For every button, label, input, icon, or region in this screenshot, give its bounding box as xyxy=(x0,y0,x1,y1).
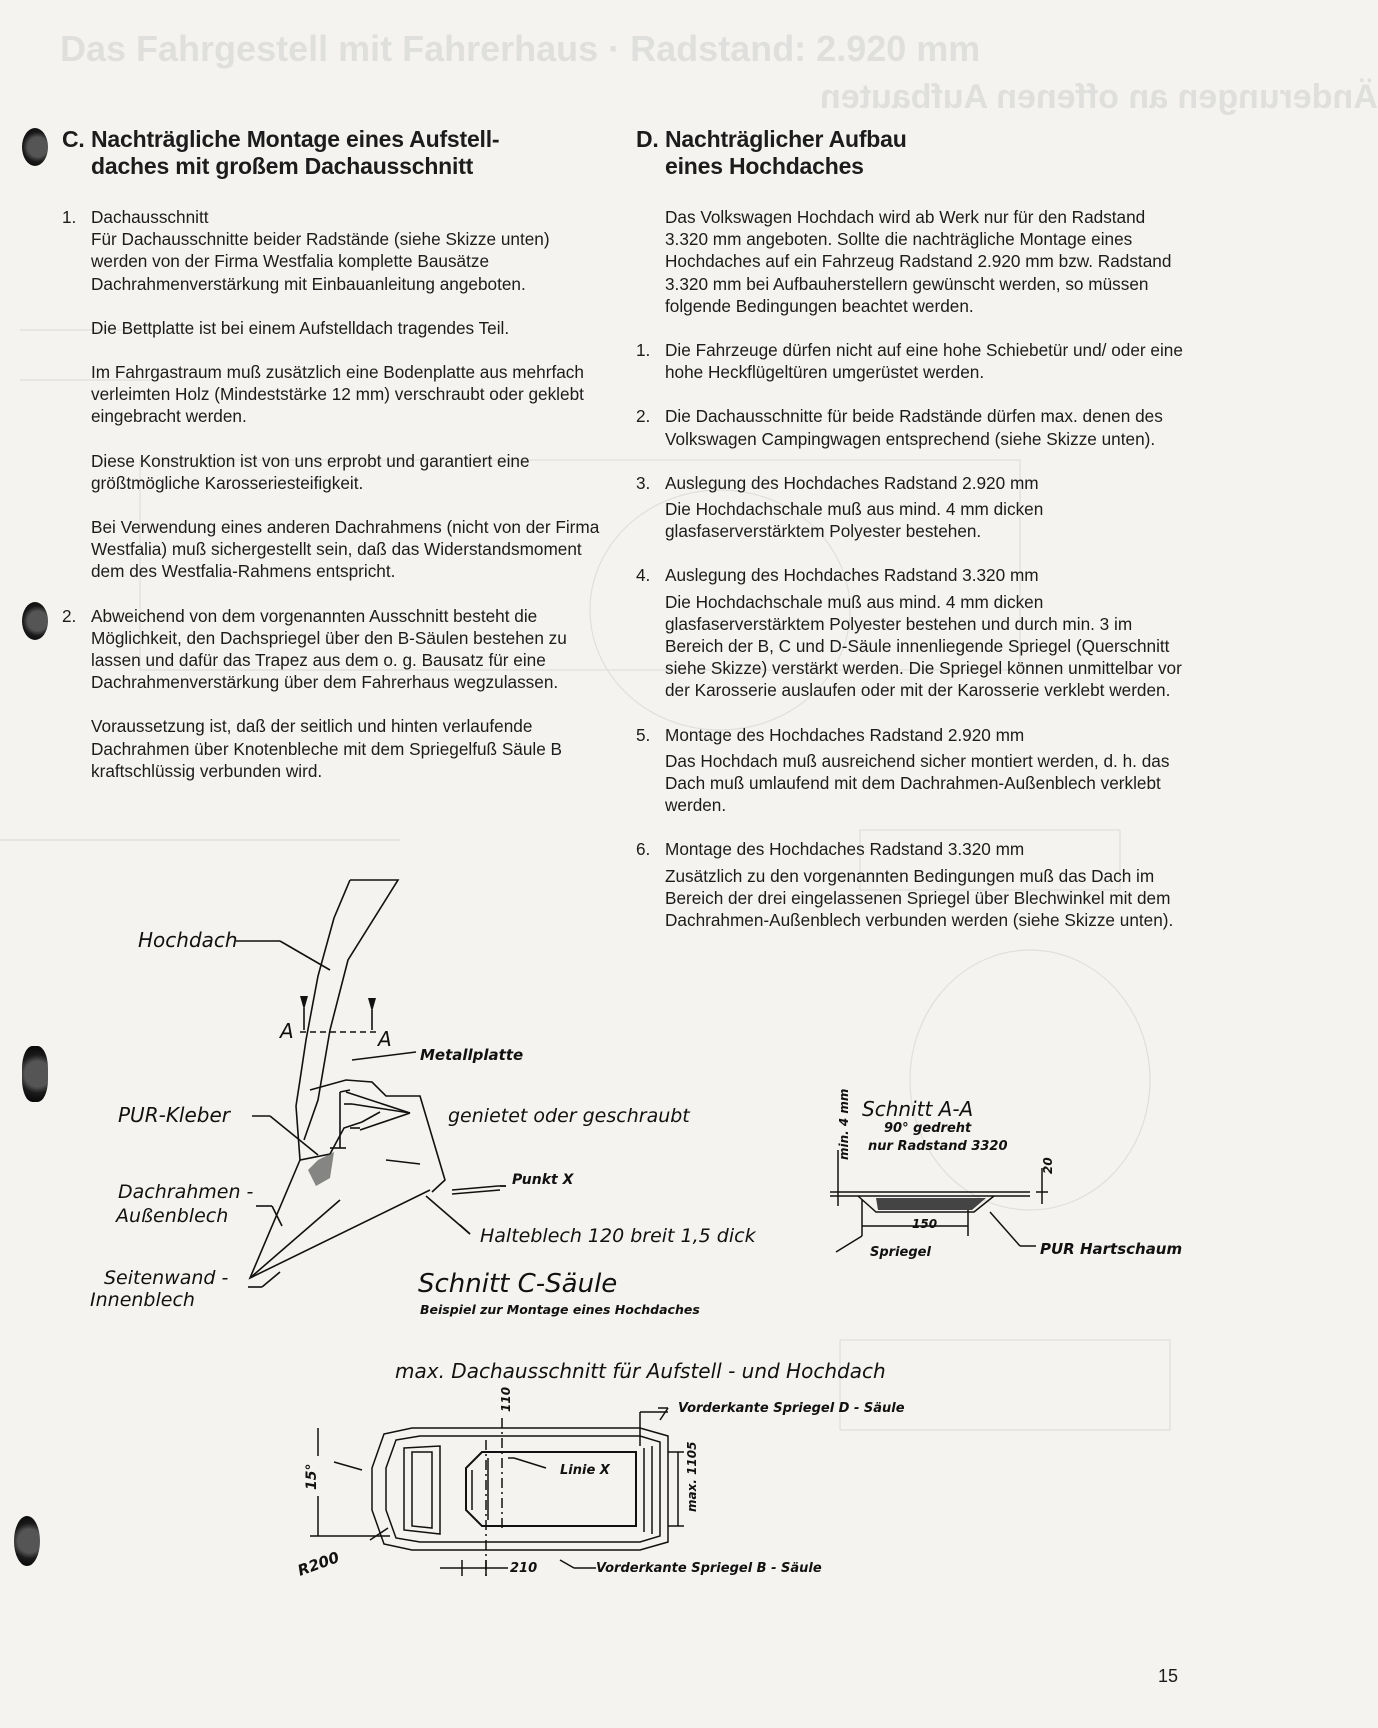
label-genietet: genietet oder geschraubt xyxy=(448,1105,690,1127)
plan-linie-x: Linie X xyxy=(560,1463,610,1478)
label-hochdach: Hochdach xyxy=(138,928,238,952)
item-number: 1. xyxy=(636,340,651,361)
label-halteblech: Halteblech 120 breit 1,5 dick xyxy=(480,1225,756,1247)
item-number: 2. xyxy=(636,406,651,427)
c-section-title: Schnitt C-Säule xyxy=(418,1269,618,1299)
aa-dim150: 150 xyxy=(912,1217,938,1231)
paragraph: Die Hochdachschale muß aus mind. 4 mm dicken glasfaserverstärktem Polyester bestehen und durch min. 3 im Bereich der B, C und D-Säule innenliegende Spriegel (Querschnitt siehe Skizze) verstärkt werden. Die Spriegel können unmittelbar vor der Karosserie auslaufen oder mit der Karosserie verklebt werden. xyxy=(665,591,1182,701)
item-title: Dachausschnitt xyxy=(91,207,209,227)
label-seitenwand: Seitenwand - xyxy=(104,1267,229,1289)
item-number: 1. xyxy=(62,207,77,227)
label-metallplatte: Metallplatte xyxy=(420,1046,524,1064)
aa-dim20: 20 xyxy=(1041,1157,1055,1174)
item-title: Montage des Hochdaches Radstand 2.920 mm xyxy=(665,724,1025,745)
paragraph: Im Fahrgastraum muß zusätzlich eine Bodenplatte aus mehrfach verleimten Holz (Mindeststärke 12 mm) verschraubt oder geklebt eingebracht werden. xyxy=(91,362,584,427)
plan-angle15: 15° xyxy=(304,1463,320,1490)
paragraph: Für Dachausschnitte beider Radstände (siehe Skizze unten) werden von der Firma Westfalia komplette Bausätze Dachrahmenverstärkung mit Einbauanleitung angeboten. xyxy=(91,229,550,294)
plan-dim210: 210 xyxy=(510,1561,538,1576)
label-pur-kleber: PUR-Kleber xyxy=(118,1103,231,1127)
section-c-letter: C. xyxy=(62,126,85,152)
item-number: 5. xyxy=(636,724,651,745)
aa-title: Schnitt A-A xyxy=(862,1097,974,1121)
plan-vorderkante-b: Vorderkante Spriegel B - Säule xyxy=(596,1561,822,1576)
label-aussenblech: Außenblech xyxy=(116,1205,229,1227)
paragraph: Die Fahrzeuge dürfen nicht auf eine hohe Schiebetür und/ oder eine hohe Heckflügeltüren umgerüstet werden. xyxy=(665,340,1183,383)
paragraph: Zusätzlich zu den vorgenannten Bedingungen muß das Dach im Bereich der drei eingelassenen Spriegel über Blechwinkel mit dem Dachrahmen-Außenblech verbunden werden (siehe Skizze unten). xyxy=(665,865,1174,931)
label-punkt-x: Punkt X xyxy=(512,1172,574,1188)
paragraph: Abweichend von dem vorgenannten Ausschnitt besteht die Möglichkeit, den Dachspriegel über den B-Säulen bestehen zu lassen und dafür das Trapez aus dem o. g. Bausatz für eine Dachrahmenverstärkung über dem Fahrerhaus wegzulassen. xyxy=(91,605,567,693)
plan-max1105: max. 1105 xyxy=(685,1441,699,1512)
label-dachrahmen: Dachrahmen - xyxy=(118,1181,254,1203)
bleed-through-subtitle: Änderungen an offenen Aufbauten xyxy=(820,78,1378,116)
section-d-heading-line2: eines Hochdaches xyxy=(665,153,864,179)
paragraph: Diese Konstruktion ist von uns erprobt und garantiert eine größtmögliche Karosseriesteifigkeit. xyxy=(91,450,530,493)
aa-spriegel: Spriegel xyxy=(870,1245,931,1260)
section-c-heading-line1: Nachträgliche Montage eines Aufstell- xyxy=(91,126,500,152)
label-section-a-right: A xyxy=(378,1027,392,1051)
aa-sub2: nur Radstand 3320 xyxy=(868,1139,1008,1154)
item-number: 2. xyxy=(62,605,77,626)
plan-r200: R200 xyxy=(295,1548,342,1580)
bleed-through-title: Das Fahrgestell mit Fahrerhaus · Radstand: 2.920 mm xyxy=(60,28,981,69)
paragraph: Bei Verwendung eines anderen Dachrahmens (nicht von der Firma Westfalia) muß sichergestellt sein, daß das Widerstandsmoment dem des Westfalia-Rahmens entspricht. xyxy=(91,517,600,582)
item-title: Montage des Hochdaches Radstand 3.320 mm xyxy=(665,839,1025,860)
item-number: 3. xyxy=(636,472,651,493)
page-number: 15 xyxy=(1158,1666,1179,1686)
aa-pur: PUR Hartschaum xyxy=(1040,1240,1183,1258)
item-number: 4. xyxy=(636,565,651,586)
plan-vorderkante-d: Vorderkante Spriegel D - Säule xyxy=(678,1401,905,1416)
paragraph: Die Bettplatte ist bei einem Aufstelldach tragendes Teil. xyxy=(91,317,510,338)
c-section-subtitle: Beispiel zur Montage eines Hochdaches xyxy=(420,1302,700,1317)
label-innenblech: Innenblech xyxy=(90,1289,195,1311)
item-title: Auslegung des Hochdaches Radstand 3.320 mm xyxy=(665,565,1039,586)
paragraph: Voraussetzung ist, daß der seitlich und hinten verlaufende Dachrahmen über Knotenbleche mit dem Spriegelfuß Säule B kraftschlüssig verbunden wird. xyxy=(91,716,563,781)
aa-min4: min. 4 mm xyxy=(837,1088,851,1160)
paragraph: Das Hochdach muß ausreichend sicher montiert werden, d. h. das Dach muß umlaufend mit dem Dachrahmen-Außenblech verklebt werden. xyxy=(665,750,1170,816)
section-c-heading-line2: daches mit großem Dachausschnitt xyxy=(91,153,474,179)
plan-dim110: 110 xyxy=(499,1386,513,1412)
label-section-a-left: A xyxy=(280,1019,294,1043)
section-d-heading-line1: Nachträglicher Aufbau xyxy=(665,126,907,152)
section-d-intro: Das Volkswagen Hochdach wird ab Werk nur für den Radstand 3.320 mm angeboten. Sollte die nachträgliche Montage eines Hochdaches auf ein Fahrzeug Radstand 2.920 mm bzw. Radstand 3.320 mm bei Aufbauherstellern gewünscht werden, so müssen folgende Bedingungen beachtet werden. xyxy=(665,207,1172,316)
section-d-letter: D. xyxy=(636,126,659,152)
plan-title: max. Dachausschnitt für Aufstell - und Hochdach xyxy=(395,1359,886,1383)
paragraph: Die Hochdachschale muß aus mind. 4 mm dicken glasfaserverstärktem Polyester bestehen. xyxy=(665,499,1044,542)
item-number: 6. xyxy=(636,839,651,860)
aa-sub1: 90° gedreht xyxy=(884,1121,972,1136)
item-title: Auslegung des Hochdaches Radstand 2.920 mm xyxy=(665,472,1039,493)
paragraph: Die Dachausschnitte für beide Radstände dürfen max. denen des Volkswagen Campingwagen entsprechend (siehe Skizze unten). xyxy=(665,406,1163,449)
